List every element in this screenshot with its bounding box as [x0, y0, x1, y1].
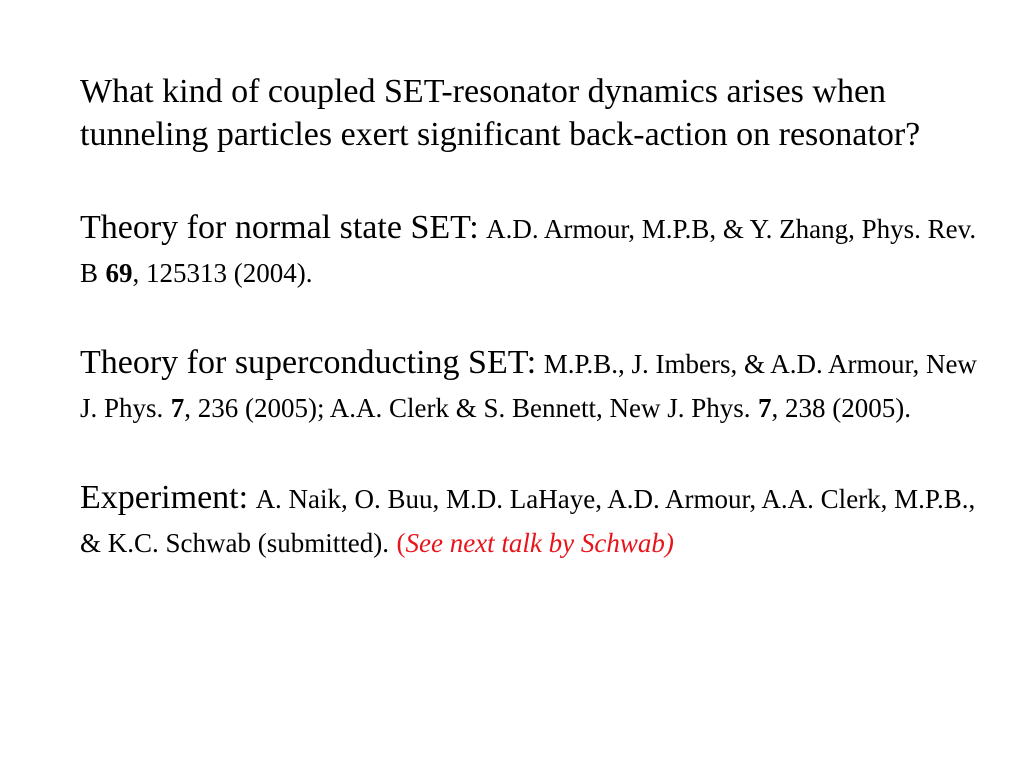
superconducting-ref1-authors: M.P.B., J. Imbers, & A.D. Armour, New J. Phys.	[80, 349, 977, 423]
normal-state-citation: , 125313 (2004).	[132, 258, 313, 288]
normal-state-reference	[80, 206, 980, 295]
superconducting-ref2-citation: , 238 (2005).	[771, 393, 912, 423]
experiment-note-text: See next talk by Schwab)	[405, 528, 674, 558]
normal-state-authors: A.D. Armour, M.P.B, & Y. Zhang, Phys. Rev. B	[80, 214, 977, 288]
question-text: What kind of coupled SET-resonator dynamics arises when tunneling particles exert significant back-action on resonator?	[80, 73, 921, 153]
normal-state-heading: Theory for normal state SET:	[80, 209, 479, 246]
experiment-heading: Experiment:	[80, 479, 249, 516]
superconducting-ref2-volume: 7	[758, 393, 772, 423]
slide-content	[80, 70, 980, 611]
superconducting-ref1-volume: 7	[170, 393, 185, 423]
superconducting-heading: Theory for superconducting SET:	[80, 344, 537, 381]
superconducting-ref1-citation: , 236 (2005); A.A. Clerk & S. Bennett, New J. Phys.	[184, 393, 751, 423]
experiment-authors: A. Naik, O. Buu, M.D. LaHaye, A.D. Armour, A.A. Clerk, M.P.B., & K.C. Schwab (submitted).	[80, 484, 976, 558]
normal-state-volume: 69	[105, 258, 133, 288]
experiment-note-open: (	[396, 528, 406, 558]
experiment-note	[396, 528, 673, 558]
experiment-reference	[80, 476, 980, 565]
superconducting-reference	[80, 341, 980, 430]
